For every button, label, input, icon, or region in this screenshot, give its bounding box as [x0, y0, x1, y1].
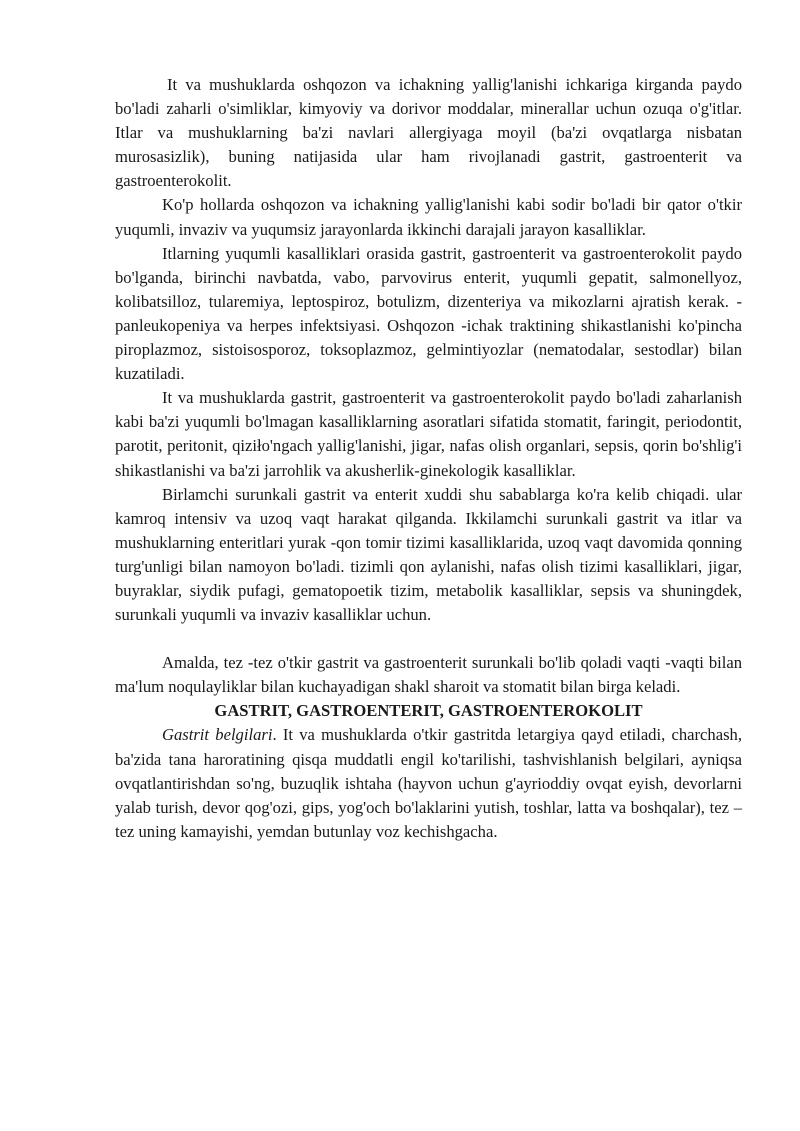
- paragraph-2: Ko'p hollarda oshqozon va ichakning yallig'lanishi kabi sodir bo'ladi bir qator o'tkir yuqumli, invaziv va yuqumsiz jarayonlarda ikkinchi darajali jarayon kasalliklar.: [115, 195, 742, 239]
- paragraph-7-body: . It va mushuklarda o'tkir gastritda letargiya qayd etiladi, charchash, ba'zida tana haroratining qisqa muddatli engil ko'tarilishi, tashvishlanish belgilari, ayniqsa ovqatlantirishdan so'ng, buzuqlik ishtaha (hayvon uchun g'ayrioddiy ovqat eyish, devorlarni yalab turish, devor qog'ozi, gips, yog'och bo'laklarini yutish, toshlar, latta va boshqalar), tez –tez uning kamayishi, yemdan butunlay voz kechishgacha.: [115, 725, 742, 841]
- paragraph-1: It va mushuklarda oshqozon va ichakning yallig'lanishi ichkariga kirganda paydo bo'ladi zaharli o'simliklar, kimyoviy va dorivor moddalar, minerallar uchun ozuqa o'g'itlar. Itlar va mushuklarning ba'zi navlari allergiyaga moyil (ba'zi ovqatlarga nisbatan murosasizlik), buning natijasida ular ham rivojlanadi gastrit, gastroenterit va gastroenterokolit.: [115, 75, 742, 191]
- section-heading: GASTRIT, GASTROENTERIT, GASTROENTEROKOLIT: [214, 701, 643, 721]
- document-page: [115, 73, 742, 844]
- paragraph-6: Amalda, tez -tez o'tkir gastrit va gastroenterit surunkali bo'lib qoladi vaqti -vaqti bilan ma'lum noqulayliklar bilan kuchayadigan shakl sharoit va stomatit bilan birga keladi.: [115, 653, 742, 697]
- paragraph-3: Itlarning yuqumli kasalliklari orasida gastrit, gastroenterit va gastroenterokolit paydo bo'lganda, birinchi navbatda, vabo, parvovirus enterit, yuqumli gepatit, salmonellyoz, kolibatsilloz, tularemiya, leptospiroz, botulizm, dizenteriya va mikozlarni ajratish kerak. - panleukopeniya va herpes infektsiyasi. Oshqozon -ichak traktining shikastlanishi ko'pincha piroplazmoz, sistoisosporoz, toksoplazmoz, gelmintiyozlar (nematodalar, sestodlar) bilan kuzatiladi.: [115, 243, 742, 384]
- paragraph-7: [115, 723, 742, 843]
- paragraph-4: It va mushuklarda gastrit, gastroenterit va gastroenterokolit paydo bo'ladi zaharlanish kabi ba'zi yuqumli bo'lmagan kasalliklarning asoratlari sifatida stomatit, faringit, periodontit, parotit, peritonit, qiziło'ngach yallig'lanishi, jigar, nafas olish organlari, sepsis, qorin bo'shlig'i shikastlanishi va ba'zi jarrohlik va akusherlik-ginekologik kasalliklar.: [115, 388, 742, 480]
- paragraph-5: Birlamchi surunkali gastrit va enterit xuddi shu sabablarga ko'ra kelib chiqadi. ular kamroq intensiv va uzoq vaqt harakat qilganda. Ikkilamchi surunkali gastrit va itlar va mushuklarning enteritlari yurak -qon tomir tizimi kasalliklarida, uzoq vaqt davomida qonning turg'unligi bilan namoyon bo'ladi. tizimli qon aylanishi, nafas olish tizimi kasalliklari, jigar, buyraklar, siydik pufagi, gematopoetik tizim, metabolik kasalliklar, sepsis va shuningdek, surunkali yuqumli va invaziv kasalliklar uchun.: [115, 484, 742, 625]
- paragraph-7-lead: Gastrit belgilari: [162, 725, 273, 745]
- blank-line: [115, 627, 742, 651]
